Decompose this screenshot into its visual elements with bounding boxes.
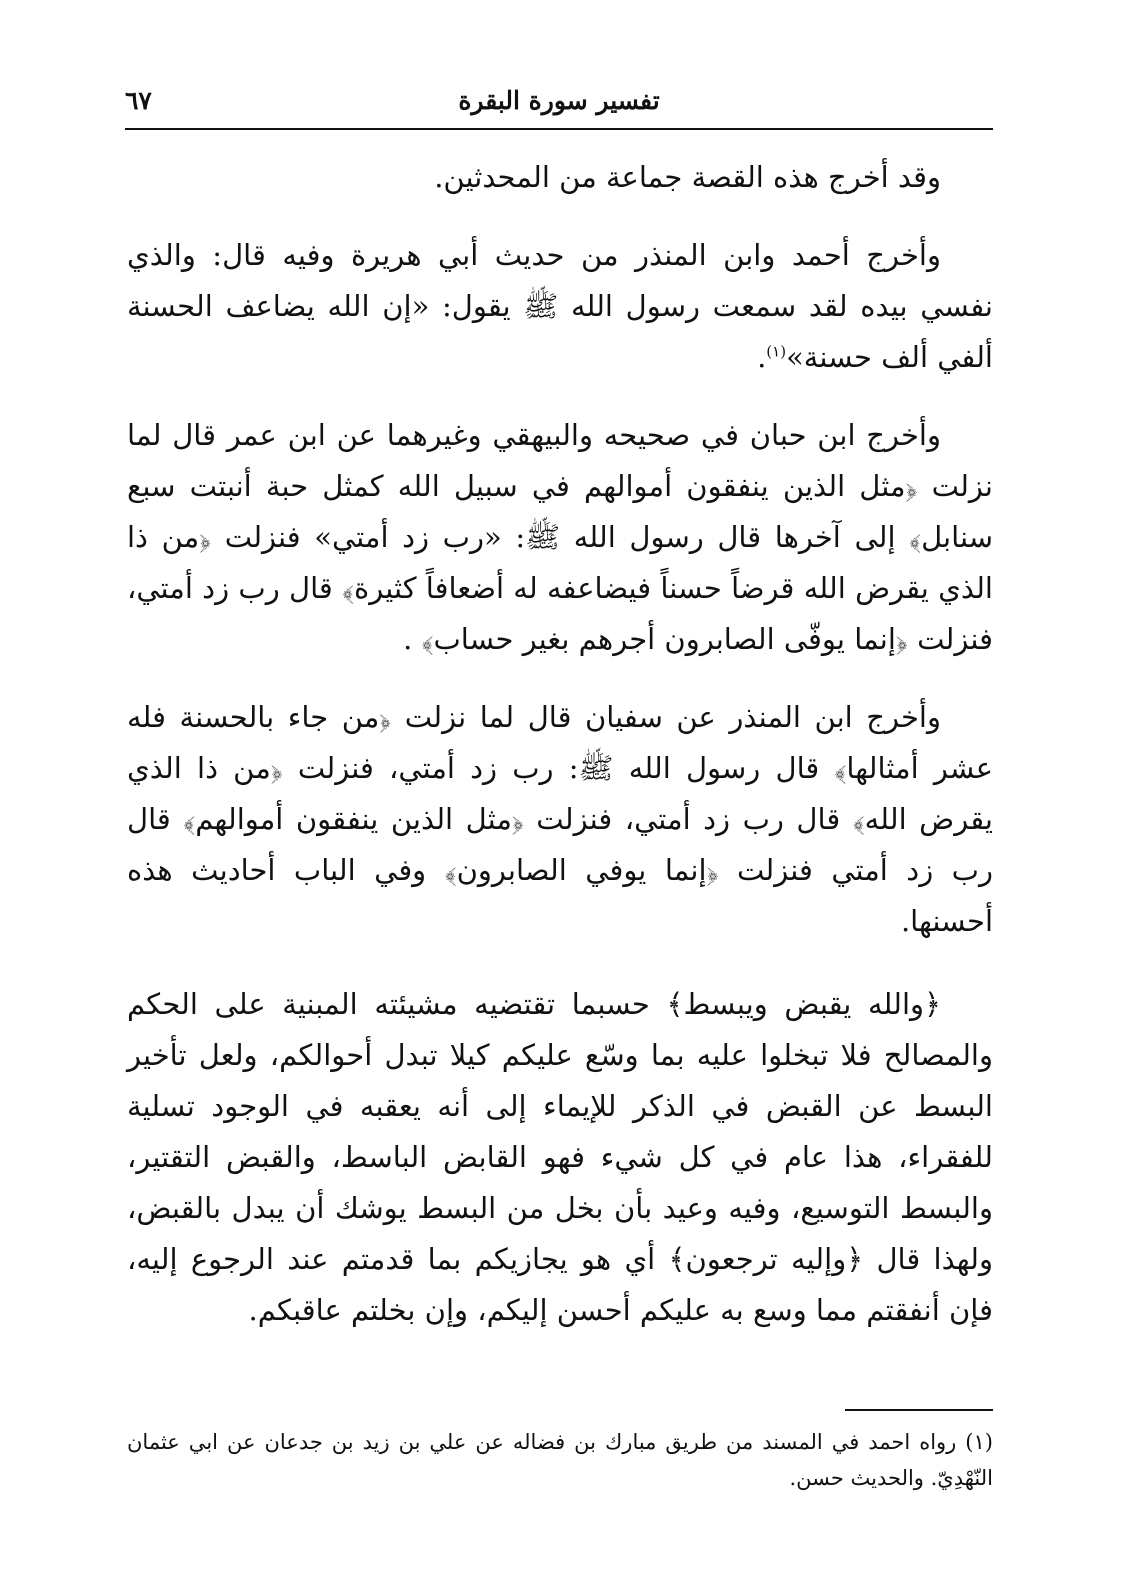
paragraph-4: وأخرج ابن المنذر عن سفيان قال لما نزلت ﴿من جاء بالحسنة فله عشر أمثالها﴾ قال رسول الله ﷺ: رب زد أمتي، فنزلت ﴿من ذا الذي يقرض الله﴾ قال رب زد أمتي، فنزلت ﴿مثل الذين ينفقون أموالهم﴾ قال رب زد أمتي فنزلت ﴿إنما يوفي الصابرون﴾ وفي الباب أحاديث هذه أحسنها. xyxy=(127,700,993,938)
footnote-reference: (١) xyxy=(766,342,787,361)
footnotes xyxy=(127,1424,993,1496)
paragraph-2 xyxy=(127,230,993,383)
running-title: تفسير سورة البقرة xyxy=(458,86,660,115)
paragraph-2-text: وأخرج أحمد وابن المنذر من حديث أبي هريرة وفيه قال: والذي نفسي بيده لقد سمعت رسول الله ﷺ يقول: «إن الله يضاعف الحسنة ألفي ألف حسنة» xyxy=(127,238,993,374)
main-text xyxy=(127,152,993,1336)
paragraph-1: وقد أخرج هذه القصة جماعة من المحدثين. xyxy=(434,160,941,194)
paragraph-3: وأخرج ابن حبان في صحيحه والبيهقي وغيرهما عن ابن عمر قال لما نزلت ﴿مثل الذين ينفقون أموالهم في سبيل الله كمثل حبة أنبتت سبع سنابل﴾ إلى آخرها قال رسول الله ﷺ: «رب زد أمتي» فنزلت ﴿من ذا الذي يقرض الله قرضاً حسناً فيضاعفه له أضعافاً كثيرة﴾ قال رب زد أمتي، فنزلت ﴿إنما يوفّى الصابرون أجرهم بغير حساب﴾ . xyxy=(127,418,993,656)
paragraph-2-end: . xyxy=(757,340,767,374)
page-header xyxy=(125,84,993,130)
paragraph-5: ﴿والله يقبض ويبسط﴾ حسبما تقتضيه مشيئته المبنية على الحكم والمصالح فلا تبخلوا عليه بما وسّع عليكم كيلا تبدل أحوالكم، ولعل تأخير البسط عن القبض في الذكر للإيماء إلى أنه يعقبه في الوجود تسلية للفقراء، هذا عام في كل شيء فهو القابض الباسط، والقبض التقتير، والبسط التوسيع، وفيه وعيد بأن بخل من البسط يوشك أن يبدل بالقبض، ولهذا قال ﴿وإليه ترجعون﴾ أي هو يجازيكم بما قدمتم عند الرجوع إليه، فإن أنفقتم مما وسع به عليكم أحسن إليكم، وإن بخلتم عاقبكم. xyxy=(127,987,993,1327)
footnote-1: (١) رواه احمد في المسند من طريق مبارك بن فضاله عن علي بن زيد بن جدعان عن ابي عثمان النّهْدِيّ. والحديث حسن. xyxy=(127,1430,993,1490)
page-number: ٦٧ xyxy=(125,86,152,115)
footnote-divider xyxy=(845,1409,993,1411)
